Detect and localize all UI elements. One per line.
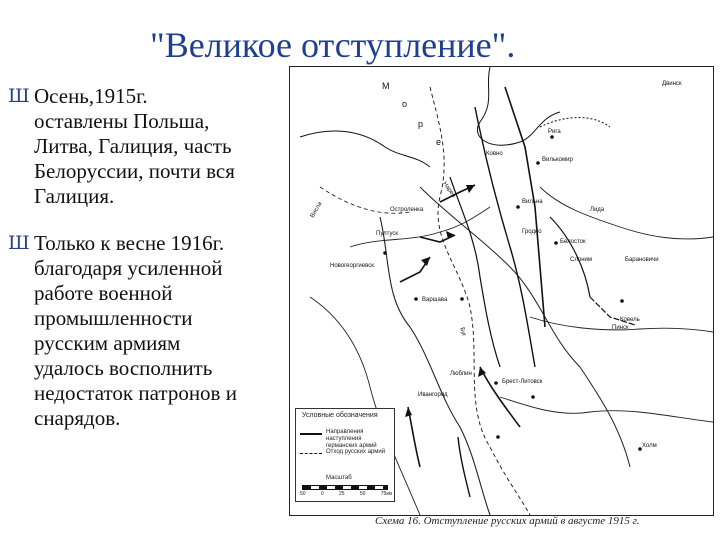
map-city-label: Варшава (422, 297, 448, 303)
map-city-label: Гродно (522, 229, 542, 235)
bullet-text: Только к весне 1916г. благодаря усиленной работе военной промышленности русским армиям удалось восполнить недостаток патронов и снарядов. (34, 231, 237, 430)
scale-bar (302, 485, 388, 490)
bullet-list (8, 84, 286, 453)
map-city-label: Ковель (620, 317, 640, 323)
map-city-label: Вильна (522, 199, 543, 205)
map-sea-letter: М (382, 81, 390, 91)
map-city-label: Слоним (570, 257, 593, 263)
map-city-label: Ковно (486, 151, 503, 157)
bullet-item (8, 231, 286, 431)
scale-tick: 50 (300, 491, 306, 497)
map-city-label: Лида (590, 207, 605, 213)
bullet-text: Осень,1915г. оставлены Польша, Литва, Галиция, часть Белоруссии, почти вся Галиция. (34, 84, 235, 208)
map-sea-letter: о (402, 99, 408, 109)
map-city-label: Пултуск (376, 231, 399, 237)
legend-line-icon (300, 453, 322, 455)
scale-tick: 25 (339, 491, 345, 497)
legend-scale-title: Масштаб (326, 475, 352, 481)
bullet-item (8, 84, 286, 209)
map-sea-letter: е (436, 137, 442, 147)
map-city-label: Белосток (560, 239, 586, 245)
legend-arrow-icon (300, 433, 322, 435)
map-caption: Схема 16. Отступление русских армий в августе 1915 г. (375, 515, 640, 527)
map-city-label: Пинск (612, 325, 629, 331)
bullet-marker-icon: Ш (8, 232, 30, 254)
map-legend (295, 408, 395, 502)
map-river-label: Нарев (441, 181, 457, 199)
legend-title: Условные обозначения (302, 412, 378, 419)
map-city-label: Двинск (662, 81, 682, 87)
map-city-label: Ивангород (418, 392, 448, 398)
bullet-marker-icon: Ш (8, 85, 30, 107)
legend-item: Направления наступления германских армий (326, 429, 377, 449)
map-city-label: Остроленка (390, 207, 424, 213)
slide-title: "Великое отступление". (150, 25, 516, 65)
scale-tick: 50 (359, 491, 366, 497)
map-city-label: Брест-Литовск (502, 379, 543, 385)
map-city-label: Люблин (450, 371, 472, 377)
scale-tick: 0 (320, 491, 324, 497)
scale-tick: 75км (380, 491, 392, 497)
map-sea-letter: р (418, 119, 424, 129)
legend-item: Отход русских армий (326, 449, 386, 455)
map-city-label: Холм (642, 443, 657, 449)
map-river-label: Висла (309, 201, 324, 219)
map-city-label: Вилькомир (542, 157, 573, 163)
scale-ticks (300, 491, 392, 497)
map-river-label: Буг (458, 326, 467, 338)
map-city-label: Новогеоргиевск (330, 263, 374, 269)
map-city-label: Барановичи (625, 257, 659, 263)
map-city-label: Рига (548, 129, 561, 135)
